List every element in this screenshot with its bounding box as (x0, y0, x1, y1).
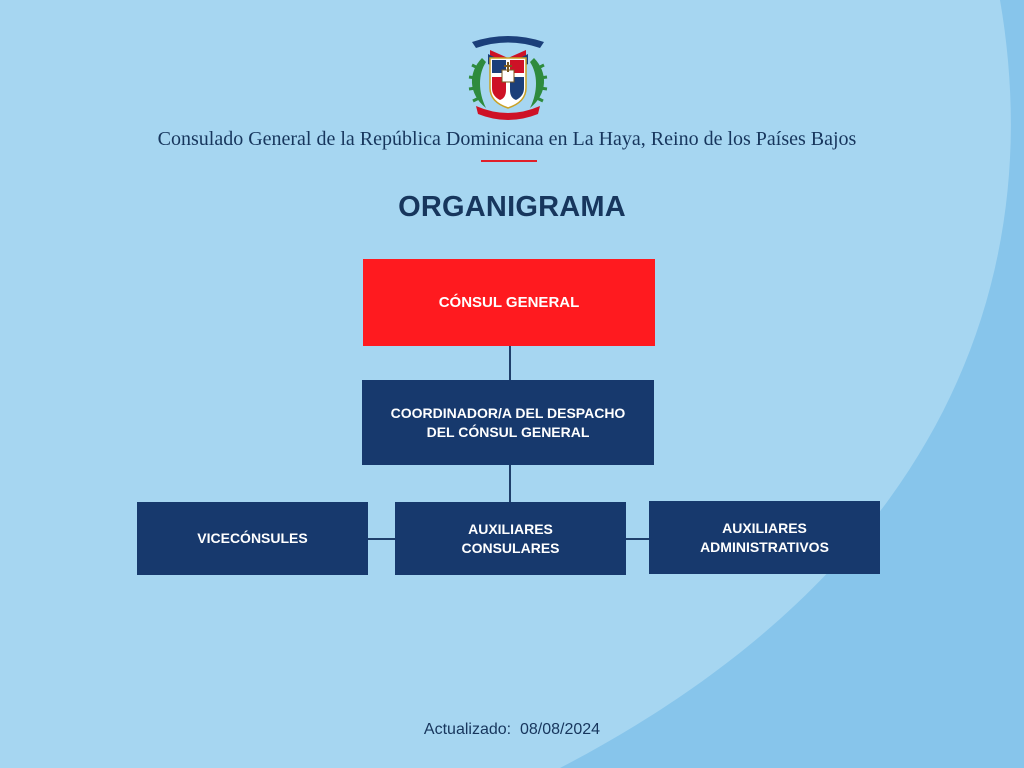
org-box-coordinator: COORDINADOR/A DEL DESPACHO DEL CÓNSUL GENERAL (362, 380, 654, 465)
red-divider (481, 160, 537, 162)
org-box-auxiliares-consulares: AUXILIARES CONSULARES (395, 502, 626, 575)
consulate-subtitle: Consulado General de la República Dominicana en La Haya, Reino de los Países Bajos (157, 128, 857, 150)
coat-of-arms-icon (460, 28, 556, 124)
connector-right (626, 538, 649, 540)
org-box-auxiliares-administrativos: AUXILIARES ADMINISTRATIVOS (649, 501, 880, 574)
connector-coordinator-consulares (509, 465, 511, 502)
connector-root-coordinator (509, 346, 511, 380)
org-box-consul-general: CÓNSUL GENERAL (363, 259, 655, 346)
org-box-vicecónsules: VICECÓNSULES (137, 502, 368, 575)
connector-left (368, 538, 395, 540)
updated-date: Actualizado: 08/08/2024 (423, 721, 601, 738)
page-title: ORGANIGRAMA (398, 191, 626, 223)
